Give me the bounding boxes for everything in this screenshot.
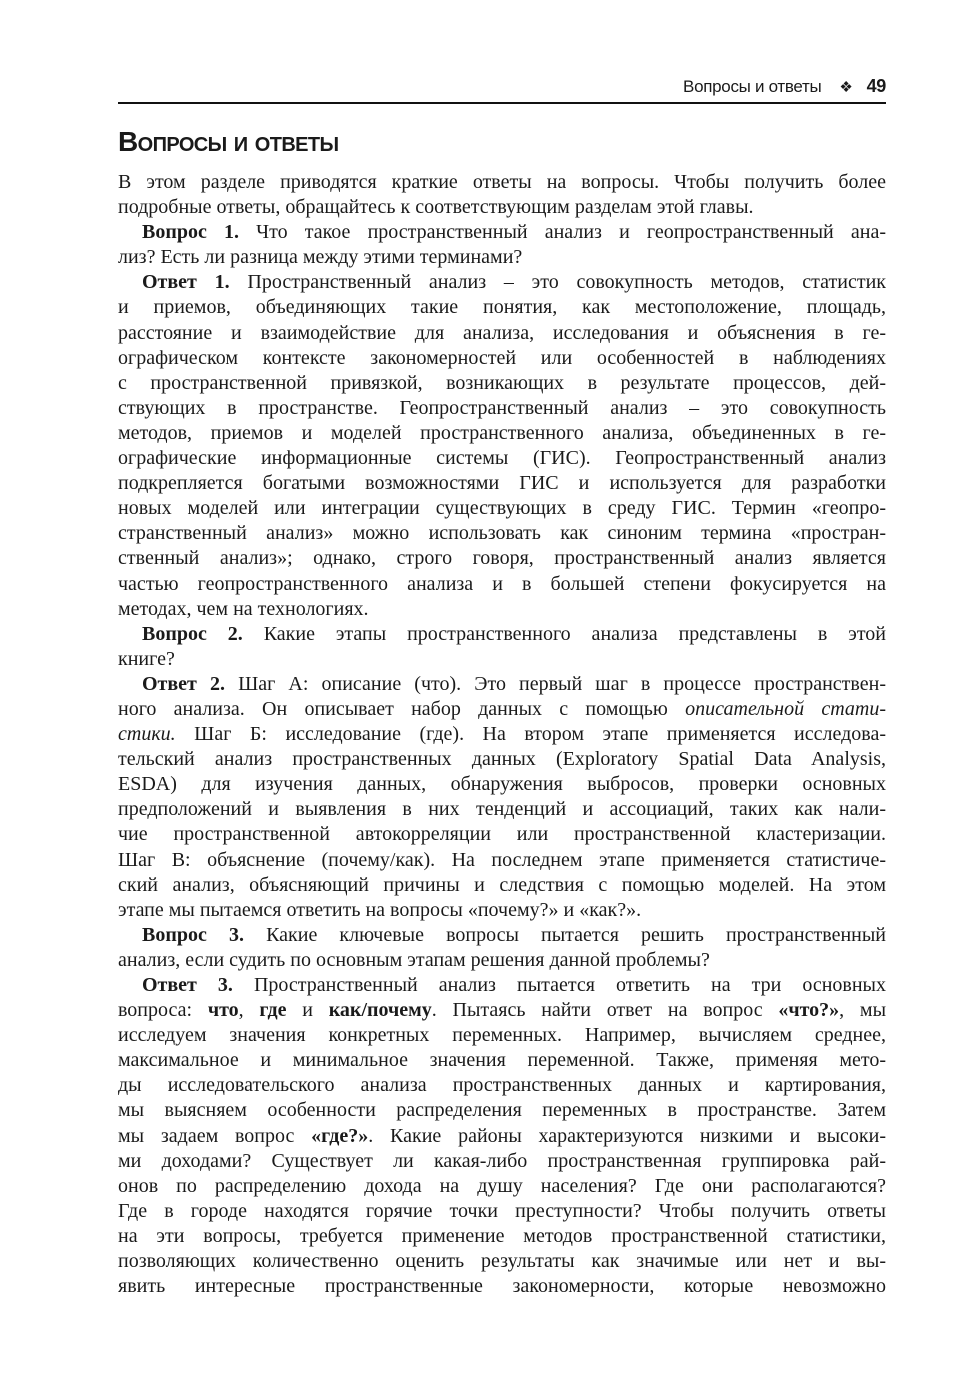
- text-line: [118, 1073, 886, 1098]
- text-span: ографические информационные системы (ГИС). Геопространственный анализ: [118, 447, 886, 470]
- text-line: [118, 948, 886, 973]
- text-span: Шаг В: объяснение (почему/как). На последнем этапе применяется статистиче-: [118, 848, 886, 871]
- text-span: ствующих в пространстве. Геопространственный анализ – это совокупность: [118, 396, 886, 419]
- text-span: и: [286, 999, 329, 1022]
- text-span: Пространственный анализ пытается ответить на три основных: [232, 974, 886, 996]
- text-span: с пространственной привязкой, возникающих в результате процессов, дей-: [118, 371, 886, 394]
- bold-text: Вопрос 3.: [142, 923, 244, 946]
- text-line: [118, 270, 886, 295]
- text-line: [118, 1098, 886, 1123]
- text-span: Шаг А: описание (что). Это первый шаг в процессе пространствен-: [224, 672, 886, 695]
- text-line: [118, 1048, 886, 1073]
- body-text: [118, 170, 886, 1299]
- text-span: ды исследовательского анализа пространственных данных и картирования,: [118, 1074, 886, 1097]
- text-span: максимальное и минимальное значения переменной. Также, применяя мето-: [118, 1049, 886, 1072]
- bold-text: Вопрос 1.: [142, 221, 239, 244]
- text-span: ного анализа. Он описывает набор данных с помощью: [118, 697, 686, 720]
- text-line: [118, 471, 886, 496]
- bold-text: Ответ 2.: [142, 672, 225, 695]
- text-line: [118, 496, 886, 521]
- text-line: [118, 1124, 886, 1149]
- text-span: мы выясняем особенности распределения переменных в пространстве. Затем: [118, 1099, 886, 1122]
- text-line: [118, 521, 886, 546]
- text-line: [118, 873, 886, 898]
- bold-text: «где?»: [311, 1124, 369, 1147]
- bold-text: Ответ 3.: [142, 974, 233, 996]
- text-span: подробные ответы, обращайтесь к соответствующим разделам этой главы.: [118, 196, 754, 219]
- text-span: чие пространственной автокорреляции или пространственной кластеризации.: [118, 823, 886, 846]
- text-span: частью геопространственного анализа и в большей степени фокусируется на: [118, 572, 886, 595]
- text-span: книге?: [118, 647, 175, 670]
- running-title: Вопросы и ответы: [683, 77, 822, 96]
- text-line: [118, 396, 886, 421]
- page-number: 49: [866, 76, 886, 96]
- text-line: [118, 622, 886, 647]
- text-line: [118, 672, 886, 697]
- text-span: ми доходами? Существует ли какая-либо пространственная группировка рай-: [118, 1149, 886, 1172]
- text-span: подкрепляется богатыми возможностями ГИС и используется для разработки: [118, 472, 886, 495]
- text-span: Где в городе находятся горячие точки преступности? Чтобы получить ответы: [118, 1199, 886, 1222]
- text-line: [118, 546, 886, 571]
- running-header: [118, 76, 886, 102]
- text-line: [118, 295, 886, 320]
- italic-text: стики.: [118, 723, 176, 746]
- text-span: лиз? Есть ли разница между этими терминами?: [118, 246, 523, 269]
- text-span: ский анализ, объясняющий причины и следствия с помощью моделей. На этом: [118, 873, 886, 896]
- text-line: [118, 747, 886, 772]
- text-line: [118, 797, 886, 822]
- text-line: [118, 898, 886, 923]
- text-span: В этом разделе приводятся краткие ответы на вопросы. Чтобы получить более: [118, 171, 886, 193]
- text-span: исследуем значения конкретных переменных. Например, вычисляем среднее,: [118, 1024, 886, 1047]
- text-span: Что такое пространственный анализ и геопространственный ана-: [239, 221, 886, 244]
- text-span: расстояние и взаимодействие для анализа, исследования и объяснения в ге-: [118, 321, 886, 344]
- text-span: методов, приемов и моделей пространственного анализа, объединенных в ге-: [118, 421, 886, 444]
- text-span: мы задаем вопрос: [118, 1124, 312, 1147]
- text-span: Пространственный анализ – это совокупность методов, статистик: [229, 271, 886, 294]
- text-span: предположений и выявления в них тенденций и ассоциаций, таких как нали-: [118, 798, 886, 821]
- text-span: ографическом контексте закономерностей или особенностей в наблюдениях: [118, 346, 886, 369]
- text-line: [118, 446, 886, 471]
- text-span: анализ, если судить по основным этапам решения данной проблемы?: [118, 948, 710, 971]
- text-span: онов по распределению дохода на душу населения? Где они располагаются?: [118, 1174, 886, 1197]
- text-span: на эти вопросы, требуется применение методов пространственной статистики,: [118, 1224, 886, 1247]
- header-rule: [118, 102, 886, 104]
- text-line: [118, 1149, 886, 1174]
- text-span: Какие этапы пространственного анализа представлены в этой: [242, 622, 886, 645]
- text-line: [118, 1023, 886, 1048]
- text-span: ,: [238, 999, 260, 1022]
- text-span: и приемов, объединяющих такие понятия, как местоположение, площадь,: [118, 296, 886, 319]
- text-line: [118, 346, 886, 371]
- text-line: [118, 1224, 886, 1249]
- text-span: вопроса:: [118, 999, 208, 1022]
- text-line: [118, 195, 886, 220]
- text-span: ESDA) для изучения данных, обнаружения выбросов, проверки основных: [118, 773, 886, 796]
- text-line: [118, 772, 886, 797]
- text-line: [118, 1174, 886, 1199]
- bold-text: как/почему: [328, 999, 432, 1022]
- text-span: Какие ключевые вопросы пытается решить пространственный: [243, 923, 886, 946]
- text-line: [118, 1274, 886, 1299]
- text-line: [118, 245, 886, 270]
- bold-text: что: [207, 999, 239, 1022]
- ornament-icon: ❖: [839, 79, 853, 96]
- text-span: новых моделей или интеграции существующих в среду ГИС. Термин «геопро-: [118, 497, 886, 520]
- text-line: [118, 321, 886, 346]
- text-line: [118, 1249, 886, 1274]
- text-line: [118, 572, 886, 597]
- text-line: [118, 170, 886, 195]
- bold-text: Ответ 1.: [142, 271, 230, 294]
- text-line: [118, 923, 886, 948]
- text-span: странственный анализ» можно использовать как синоним термина «простран-: [118, 522, 886, 545]
- text-line: [118, 848, 886, 873]
- text-line: [118, 421, 886, 446]
- text-line: [118, 973, 886, 998]
- text-line: [118, 371, 886, 396]
- text-line: [118, 697, 886, 722]
- text-line: [118, 647, 886, 672]
- text-span: . Какие районы характеризуются низкими и высоки-: [368, 1124, 886, 1147]
- italic-text: описательной стати-: [685, 697, 886, 720]
- text-span: , мы: [839, 999, 887, 1022]
- text-span: . Пытаясь найти ответ на вопрос: [431, 999, 779, 1022]
- text-span: этапе мы пытаемся ответить на вопросы «почему?» и «как?».: [118, 898, 642, 921]
- text-line: [118, 998, 886, 1023]
- text-span: Шаг Б: исследование (где). На втором этапе применяется исследова-: [175, 723, 886, 746]
- text-line: [118, 220, 886, 245]
- text-span: методах, чем на технологиях.: [118, 597, 369, 620]
- text-span: позволяющих количественно оценить результаты как значимые или нет и вы-: [118, 1250, 886, 1273]
- text-span: тельский анализ пространственных данных (Exploratory Spatial Data Analysis,: [118, 748, 886, 771]
- text-span: явить интересные пространственные закономерности, которые невозможно: [118, 1275, 886, 1298]
- bold-text: где: [259, 999, 287, 1022]
- text-span: ственный анализ»; однако, строго говоря, пространственный анализ является: [118, 547, 886, 570]
- bold-text: Вопрос 2.: [142, 622, 243, 645]
- text-line: [118, 822, 886, 847]
- text-line: [118, 597, 886, 622]
- text-line: [118, 722, 886, 747]
- text-line: [118, 1199, 886, 1224]
- section-title: Вопросы и ответы: [118, 126, 339, 157]
- bold-text: «что?»: [778, 999, 840, 1022]
